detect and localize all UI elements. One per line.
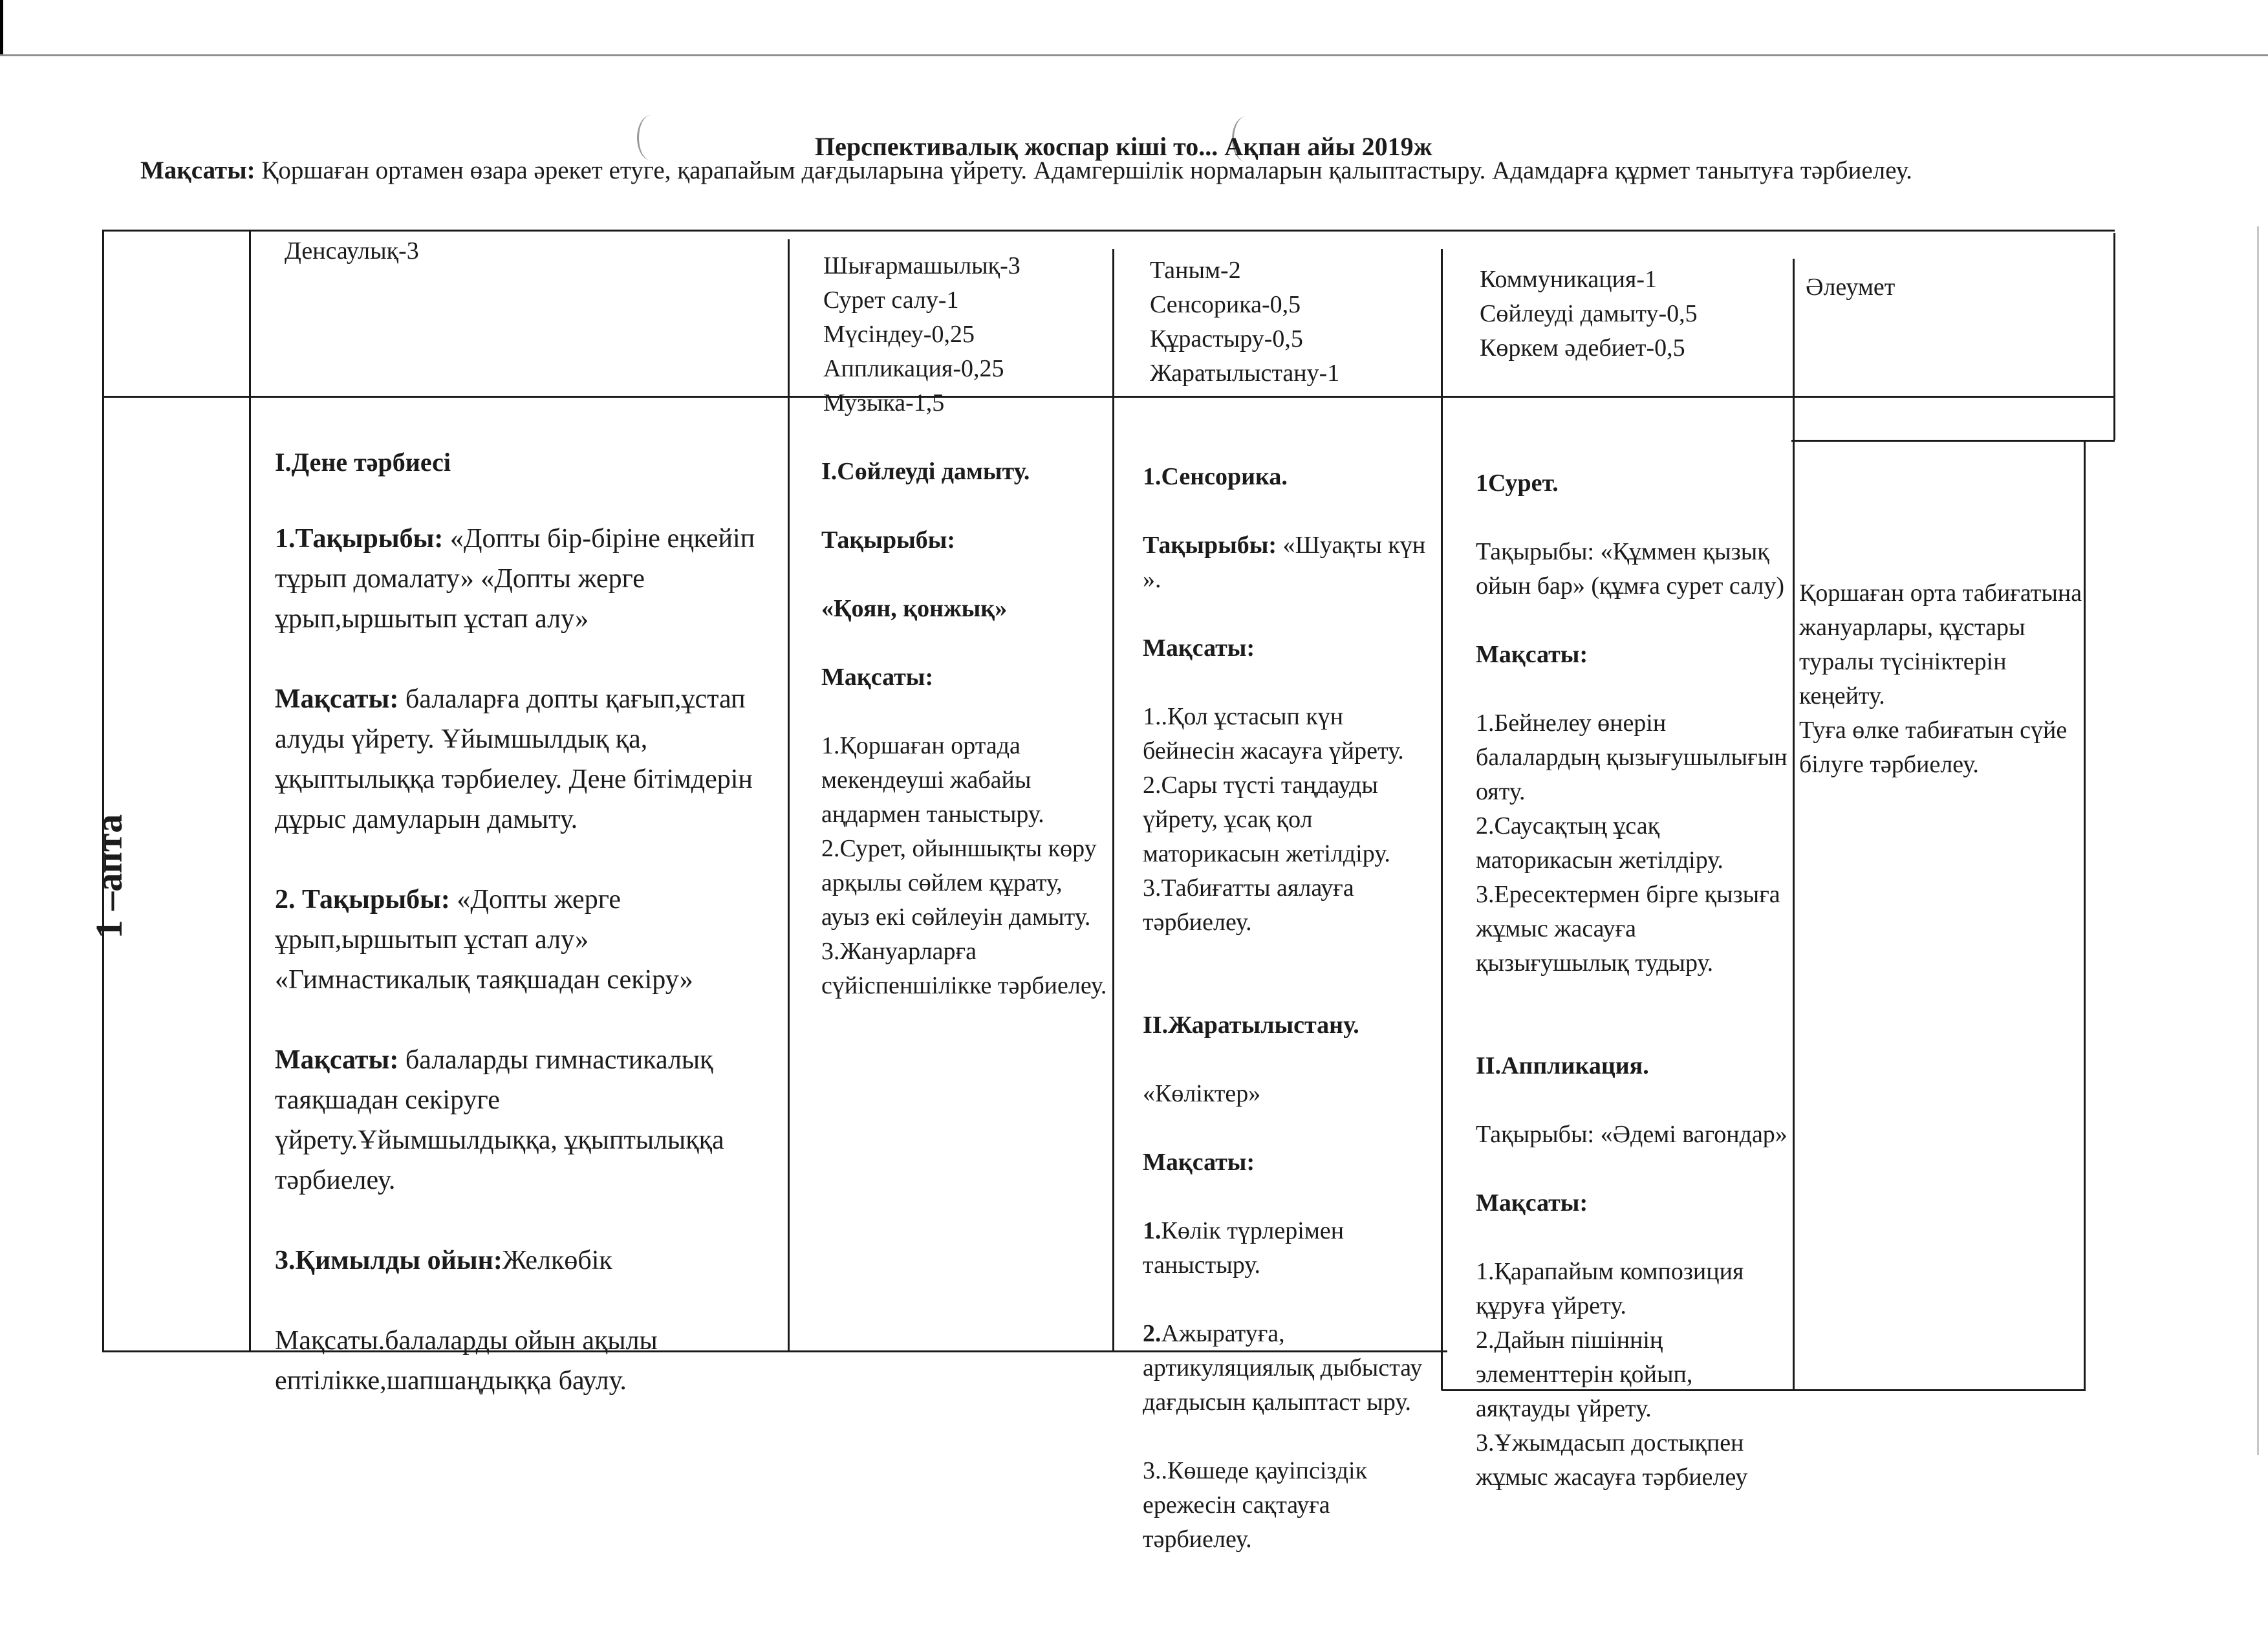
table-row-divider-right (1791, 440, 2115, 442)
cognition-section-2-title: II.Жаратылыстану. (1143, 1012, 1359, 1039)
cognition-goal-2-item-1-text: Көлік түрлерімен таныстыру. (1143, 1217, 1345, 1279)
header-social: Әлеумет (1806, 274, 1895, 301)
column-divider-1 (249, 230, 251, 1352)
social-text: Қоршаған орта табиғатына жануарлары, құстары туралы түсініктерін кеңейту. Туға өлке табиғатын сүйе білуге тәрбиелеу. (1799, 579, 2082, 778)
communication-goal-2-text: 1.Қарапайым композиция құруға үйрету. 2.Дайын пішіннің элементтерін қойып, аяқтауды үйрету. 3.Ұжымдасып достықпен жұмыс жасауға тәрбиелеу (1476, 1258, 1748, 1491)
column-divider-5 (1793, 259, 1795, 1391)
cognition-topic-2-text: «Көліктер» (1143, 1080, 1261, 1107)
cognition-topic-label: Тақырыбы: (1143, 532, 1277, 559)
table-header-divider (102, 396, 2115, 398)
health-goal-2-label: Мақсаты: (275, 1045, 399, 1075)
health-goal-1-label: Мақсаты: (275, 684, 399, 714)
table-border-left (102, 230, 104, 1352)
communication-goal-2-label: Мақсаты: (1476, 1189, 1588, 1217)
health-game-text: Желкөбік (502, 1246, 612, 1275)
header-creative: Шығармашылық-3 Сурет салу-1 Мүсіндеу-0,25 Аппликация-0,25 Музыка-1,5 (823, 252, 1021, 417)
health-topic-2-label: 2. Тақырыбы: (275, 885, 450, 915)
week-label: 1 –апта (88, 814, 130, 939)
table-border-top (103, 230, 2115, 232)
communication-section-1-title: 1Сурет. (1476, 470, 1559, 497)
health-topic-1-text: «Допты бір-біріне еңкейіп тұрып домалату» «Допты жерге ұрып,ыршытып ұстап алу» (275, 524, 755, 634)
cognition-goal-2-item-2-number: 2. (1143, 1320, 1161, 1347)
cell-communication (1476, 432, 1789, 1529)
header-health: Денсаулық-3 (285, 237, 419, 265)
health-game-label: 3.Қимылды ойын: (275, 1246, 502, 1275)
creative-topic-label: Тақырыбы: (821, 526, 956, 554)
scan-top-edge (0, 54, 2268, 56)
document-goal (140, 152, 2132, 189)
creative-goal-text: 1.Қоршаған ортада мекендеуші жабайы аңдармен таныстыру. 2.Сурет, ойыншықты көру арқылы сөйлем құрату, ауыз екі сөйлеуін дамыту. 3.Жануарларға сүйіспеншілікке тәрбиелеу. (821, 732, 1107, 999)
communication-goal-text: 1.Бейнелеу өнерін балалардың қызығушылығын ояту. 2.Саусақтың ұсақ маторикасын жетілдіру. 3.Ересектермен бірге қызыға жұмыс жасауға қызығушылық тудыру. (1476, 709, 1787, 977)
cell-social (1799, 542, 2084, 816)
cell-health (275, 406, 783, 1441)
table-border-right-top (2113, 233, 2115, 440)
header-cognition: Таным-2 Сенсорика-0,5 Құрастыру-0,5 Жаратылыстану-1 (1150, 257, 1340, 387)
health-topic-1-label: 1.Тақырыбы: (275, 524, 444, 554)
header-communication: Коммуникация-1 Сөйлеуді дамыту-0,5 Көркем әдебиет-0,5 (1480, 266, 1698, 362)
health-section-title: I.Дене тәрбиесі (275, 448, 451, 477)
health-topic-2-text: «Допты жерге ұрып,ыршытып ұстап алу» «Гимнастикалық таяқшадан секіру» (275, 885, 693, 995)
cognition-topic-text: «Шуақты күн ». (1143, 532, 1426, 593)
cognition-goal-2-item-1-number: 1. (1143, 1217, 1161, 1244)
communication-topic-text: Тақырыбы: «Құммен қызық ойын бар» (құмға сурет салу) (1476, 538, 1785, 600)
health-goal-2-text: балаларды гимнастикалық таяқшадан секіруге үйрету.Ұйымшылдыққа, ұқыптылыққа тәрбиелеу. (275, 1045, 724, 1195)
creative-topic-text: «Қоян, қонжық» (821, 595, 1008, 622)
cognition-goal-text: 1..Қол ұстасып күн бейнесін жасауға үйрету. 2.Сары түсті таңдауды үйрету, ұсақ қол маторикасын жетілдіру. 3.Табиғатты аялауға тәрбиелеу. (1143, 703, 1404, 936)
health-game-goal: Мақсаты.балаларды ойын ақылы ептілікке,шапшаңдыққа баулу. (275, 1326, 658, 1396)
cognition-goal-2-label: Мақсаты: (1143, 1149, 1255, 1176)
goal-label: Мақсаты: (140, 157, 255, 184)
communication-topic-2-text: Тақырыбы: «Әдемі вагондар» (1476, 1121, 1787, 1148)
scan-right-edge (2257, 226, 2259, 1455)
cell-creative (821, 420, 1109, 1037)
cognition-section-1-title: 1.Сенсорика. (1143, 463, 1288, 490)
cognition-goal-label: Мақсаты: (1143, 634, 1255, 662)
health-goal-1-text: балаларға допты қағып,ұстап алуды үйрету. Ұйымшылдық қа, ұқыптылыққа тәрбиелеу. Дене бітімдерін дұрыс дамуларын дамыту. (275, 684, 753, 834)
cognition-goal-2-item-2-text: Ажыратуға, артикуляциялық дыбыстау дағдысын қалыптаст ыру. (1143, 1320, 1423, 1416)
document-title: Перспективалық жоспар кіші то... Ақпан айы 2019ж (815, 132, 1432, 161)
scan-edge-mark (0, 0, 3, 55)
communication-section-2-title: II.Аппликация. (1476, 1052, 1649, 1079)
column-divider-3 (1112, 249, 1114, 1352)
column-divider-2 (788, 239, 790, 1352)
creative-goal-label: Мақсаты: (821, 664, 934, 691)
column-divider-4 (1441, 249, 1443, 1391)
creative-section-title: I.Сөйлеуді дамыту. (821, 458, 1030, 485)
communication-goal-label: Мақсаты: (1476, 641, 1588, 668)
cell-cognition (1143, 426, 1437, 1591)
goal-text: Қоршаған ортамен өзара әрекет етуге, қарапайым дағдыларына үйрету. Адамгершілік нормаларын қалыптастыру. Адамдарға құрмет танытуға тәрбиелеу. (255, 157, 1912, 184)
cognition-goal-2-item-3: 3..Көшеде қауіпсіздік ережесін сақтауға тәрбиелеу. (1143, 1457, 1368, 1553)
table-border-right (2084, 440, 2086, 1391)
